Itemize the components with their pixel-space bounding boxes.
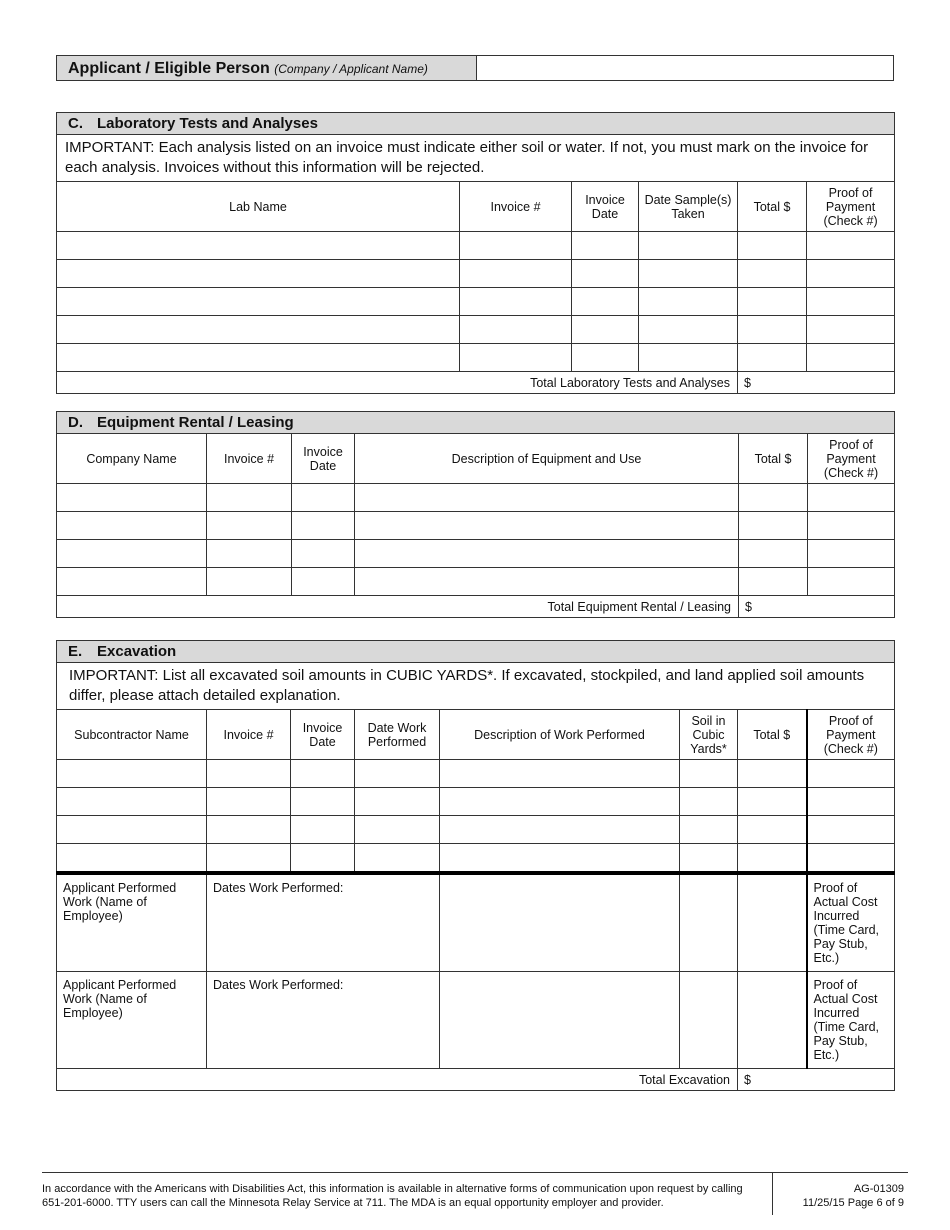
table-row bbox=[57, 512, 895, 540]
input-cell[interactable] bbox=[207, 844, 291, 874]
input-cell[interactable] bbox=[680, 972, 738, 1069]
applicant-bar bbox=[56, 55, 894, 81]
section-c-title bbox=[57, 113, 895, 135]
col-invoice-number: Invoice # bbox=[207, 434, 292, 484]
proof-actual-cost-label: Proof of Actual Cost Incurred (Time Card, Pay Stub, Etc.) bbox=[807, 972, 895, 1069]
input-cell[interactable] bbox=[57, 512, 207, 540]
section-c-letter: C. bbox=[68, 115, 83, 132]
section-e-title bbox=[57, 641, 895, 663]
applicant-work-row bbox=[57, 873, 895, 972]
input-cell[interactable] bbox=[739, 540, 808, 568]
table-row bbox=[57, 316, 895, 344]
section-e-table bbox=[56, 640, 895, 1091]
input-cell[interactable] bbox=[440, 873, 680, 972]
table-row bbox=[57, 260, 895, 288]
input-cell[interactable] bbox=[291, 788, 355, 816]
applicant-label-sub: (Company / Applicant Name) bbox=[274, 62, 428, 76]
input-cell[interactable] bbox=[57, 760, 207, 788]
input-cell[interactable] bbox=[572, 260, 639, 288]
input-cell[interactable] bbox=[57, 484, 207, 512]
input-cell[interactable] bbox=[738, 288, 807, 316]
input-cell[interactable] bbox=[460, 260, 572, 288]
input-cell[interactable] bbox=[207, 484, 292, 512]
input-cell[interactable] bbox=[440, 788, 680, 816]
footer-divider bbox=[772, 1173, 773, 1215]
input-cell[interactable] bbox=[738, 232, 807, 260]
section-d-table bbox=[56, 411, 895, 618]
input-cell[interactable] bbox=[680, 760, 738, 788]
page-footer bbox=[42, 1172, 908, 1215]
input-cell[interactable] bbox=[355, 512, 739, 540]
input-cell[interactable] bbox=[808, 540, 895, 568]
input-cell[interactable] bbox=[291, 760, 355, 788]
input-cell[interactable] bbox=[355, 816, 440, 844]
col-total: Total $ bbox=[738, 710, 807, 760]
section-c-table bbox=[56, 112, 895, 394]
col-proof-of-payment: Proof of Payment (Check #) bbox=[808, 434, 895, 484]
input-cell[interactable] bbox=[639, 260, 738, 288]
input-cell[interactable] bbox=[57, 232, 460, 260]
input-cell[interactable] bbox=[57, 816, 207, 844]
col-description-work: Description of Work Performed bbox=[440, 710, 680, 760]
input-cell[interactable] bbox=[207, 816, 291, 844]
input-cell[interactable] bbox=[207, 512, 292, 540]
table-row bbox=[57, 484, 895, 512]
input-cell[interactable] bbox=[738, 788, 807, 816]
input-cell[interactable] bbox=[460, 344, 572, 372]
input-cell[interactable] bbox=[639, 316, 738, 344]
input-cell[interactable] bbox=[57, 568, 207, 596]
table-row bbox=[57, 844, 895, 874]
input-cell[interactable] bbox=[440, 816, 680, 844]
input-cell[interactable] bbox=[355, 484, 739, 512]
section-e-total-label: Total Excavation bbox=[57, 1069, 738, 1091]
col-total: Total $ bbox=[739, 434, 808, 484]
col-subcontractor-name: Subcontractor Name bbox=[57, 710, 207, 760]
input-cell[interactable] bbox=[291, 816, 355, 844]
col-lab-name: Lab Name bbox=[57, 182, 460, 232]
input-cell[interactable] bbox=[440, 972, 680, 1069]
table-row bbox=[57, 760, 895, 788]
table-row bbox=[57, 344, 895, 372]
col-proof-of-payment: Proof of Payment (Check #) bbox=[807, 710, 895, 760]
input-cell[interactable] bbox=[680, 873, 738, 972]
applicant-name-field[interactable] bbox=[477, 56, 893, 80]
col-invoice-number: Invoice # bbox=[207, 710, 291, 760]
input-cell[interactable] bbox=[57, 260, 460, 288]
input-cell[interactable] bbox=[572, 288, 639, 316]
col-soil-cubic-yards: Soil in Cubic Yards* bbox=[680, 710, 738, 760]
input-cell[interactable] bbox=[292, 540, 355, 568]
table-row bbox=[57, 568, 895, 596]
ada-notice: In accordance with the Americans with Disabilities Act, this information is available in alternative forms of communication upon request by calling 651-201-6000. TTY users can call the Minnesota Relay Service at 711. The MDA is an equal opportunity employer and provider. bbox=[42, 1183, 743, 1209]
input-cell[interactable] bbox=[807, 844, 895, 874]
col-invoice-date: Invoice Date bbox=[572, 182, 639, 232]
input-cell[interactable] bbox=[292, 484, 355, 512]
input-cell[interactable] bbox=[739, 512, 808, 540]
input-cell[interactable] bbox=[207, 788, 291, 816]
form-code: AG-01309 bbox=[853, 1183, 904, 1195]
applicant-work-label: Applicant Performed Work (Name of Employee) bbox=[57, 972, 207, 1069]
input-cell[interactable] bbox=[738, 316, 807, 344]
input-cell[interactable] bbox=[680, 788, 738, 816]
input-cell[interactable] bbox=[440, 844, 680, 874]
input-cell[interactable] bbox=[639, 344, 738, 372]
section-d-title bbox=[57, 412, 895, 434]
applicant-work-label: Applicant Performed Work (Name of Employee) bbox=[57, 873, 207, 972]
input-cell[interactable] bbox=[572, 232, 639, 260]
input-cell[interactable] bbox=[738, 344, 807, 372]
input-cell[interactable] bbox=[460, 316, 572, 344]
input-cell[interactable] bbox=[355, 568, 739, 596]
input-cell[interactable] bbox=[292, 568, 355, 596]
input-cell[interactable] bbox=[355, 760, 440, 788]
section-d-total-field[interactable]: $ bbox=[739, 596, 895, 618]
input-cell[interactable] bbox=[57, 844, 207, 874]
proof-actual-cost-label: Proof of Actual Cost Incurred (Time Card, Pay Stub, Etc.) bbox=[807, 873, 895, 972]
input-cell[interactable] bbox=[57, 288, 460, 316]
col-description: Description of Equipment and Use bbox=[355, 434, 739, 484]
input-cell[interactable] bbox=[738, 760, 807, 788]
input-cell[interactable] bbox=[738, 972, 807, 1069]
col-proof-of-payment: Proof of Payment (Check #) bbox=[807, 182, 895, 232]
input-cell[interactable] bbox=[680, 816, 738, 844]
input-cell[interactable] bbox=[807, 260, 895, 288]
input-cell[interactable] bbox=[572, 344, 639, 372]
section-e-letter: E. bbox=[68, 643, 83, 660]
table-row bbox=[57, 816, 895, 844]
input-cell[interactable] bbox=[355, 788, 440, 816]
input-cell[interactable] bbox=[739, 568, 808, 596]
input-cell[interactable] bbox=[808, 568, 895, 596]
section-e-important: IMPORTANT: List all excavated soil amounts in CUBIC YARDS*. If excavated, stockpiled, and land applied soil amounts differ, please attach detailed explanation. bbox=[57, 663, 895, 710]
section-d-title-text: Equipment Rental / Leasing bbox=[97, 414, 294, 431]
input-cell[interactable] bbox=[807, 788, 895, 816]
input-cell[interactable] bbox=[57, 344, 460, 372]
input-cell[interactable] bbox=[738, 873, 807, 972]
table-row bbox=[57, 788, 895, 816]
table-row bbox=[57, 540, 895, 568]
input-cell[interactable] bbox=[207, 540, 292, 568]
dates-work-performed-field[interactable]: Dates Work Performed: bbox=[207, 873, 440, 972]
col-date-work-performed: Date Work Performed bbox=[355, 710, 440, 760]
input-cell[interactable] bbox=[807, 316, 895, 344]
input-cell[interactable] bbox=[738, 260, 807, 288]
input-cell[interactable] bbox=[572, 316, 639, 344]
col-invoice-date: Invoice Date bbox=[291, 710, 355, 760]
input-cell[interactable] bbox=[808, 484, 895, 512]
section-e-total-field[interactable]: $ bbox=[738, 1069, 895, 1091]
input-cell[interactable] bbox=[460, 232, 572, 260]
input-cell[interactable] bbox=[738, 844, 807, 874]
input-cell[interactable] bbox=[807, 760, 895, 788]
col-total: Total $ bbox=[738, 182, 807, 232]
section-c-total-label: Total Laboratory Tests and Analyses bbox=[57, 372, 738, 394]
input-cell[interactable] bbox=[207, 568, 292, 596]
input-cell[interactable] bbox=[292, 512, 355, 540]
input-cell[interactable] bbox=[680, 844, 738, 874]
col-company-name: Company Name bbox=[57, 434, 207, 484]
input-cell[interactable] bbox=[57, 316, 460, 344]
input-cell[interactable] bbox=[355, 844, 440, 874]
input-cell[interactable] bbox=[291, 844, 355, 874]
input-cell[interactable] bbox=[355, 540, 739, 568]
input-cell[interactable] bbox=[807, 288, 895, 316]
section-e-title-text: Excavation bbox=[97, 643, 177, 660]
input-cell[interactable] bbox=[207, 760, 291, 788]
section-d-letter: D. bbox=[68, 414, 83, 431]
section-c-important: IMPORTANT: Each analysis listed on an invoice must indicate either soil or water. If not, you must mark on the invoice for each analysis. Invoices without this information will be rejected. bbox=[57, 135, 895, 182]
input-cell[interactable] bbox=[807, 344, 895, 372]
col-invoice-number: Invoice # bbox=[460, 182, 572, 232]
section-c-title-text: Laboratory Tests and Analyses bbox=[97, 115, 318, 132]
col-date-samples-taken: Date Sample(s) Taken bbox=[639, 182, 738, 232]
applicant-label bbox=[68, 60, 428, 78]
input-cell[interactable] bbox=[440, 760, 680, 788]
input-cell[interactable] bbox=[57, 788, 207, 816]
col-invoice-date: Invoice Date bbox=[292, 434, 355, 484]
table-row bbox=[57, 288, 895, 316]
applicant-work-row bbox=[57, 972, 895, 1069]
date-page: 11/25/15 Page 6 of 9 bbox=[802, 1197, 904, 1209]
input-cell[interactable] bbox=[57, 540, 207, 568]
applicant-label-text: Applicant / Eligible Person bbox=[68, 60, 270, 77]
input-cell[interactable] bbox=[738, 816, 807, 844]
input-cell[interactable] bbox=[807, 232, 895, 260]
input-cell[interactable] bbox=[807, 816, 895, 844]
input-cell[interactable] bbox=[639, 288, 738, 316]
applicant-label-box bbox=[57, 56, 477, 80]
form-code-block bbox=[803, 1182, 904, 1210]
input-cell[interactable] bbox=[739, 484, 808, 512]
dates-work-performed-field[interactable]: Dates Work Performed: bbox=[207, 972, 440, 1069]
input-cell[interactable] bbox=[639, 232, 738, 260]
input-cell[interactable] bbox=[460, 288, 572, 316]
input-cell[interactable] bbox=[808, 512, 895, 540]
section-c-total-field[interactable]: $ bbox=[738, 372, 895, 394]
table-row bbox=[57, 232, 895, 260]
section-d-total-label: Total Equipment Rental / Leasing bbox=[57, 596, 739, 618]
